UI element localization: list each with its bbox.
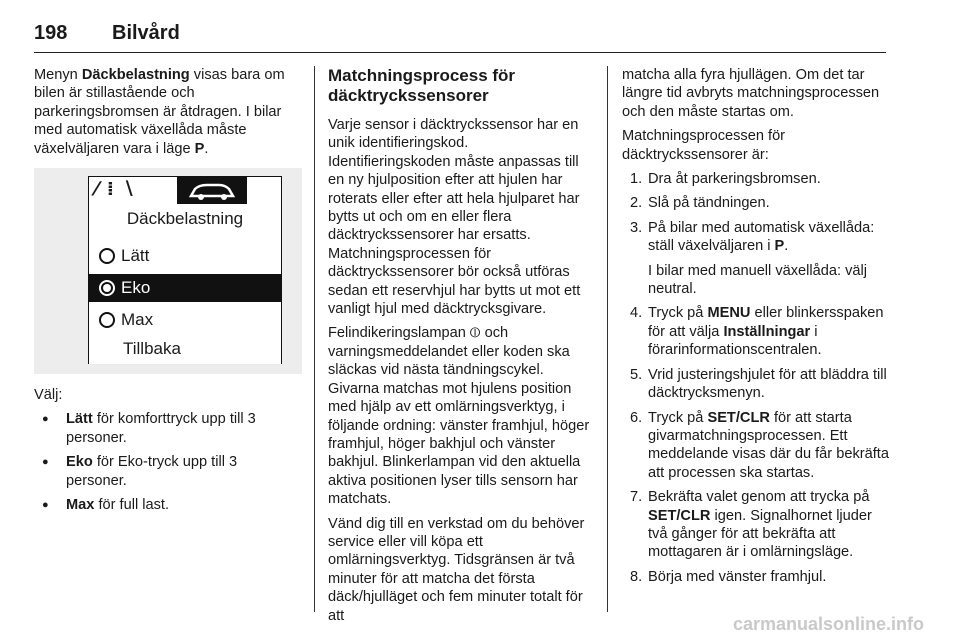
- step-text: Slå på tändningen.: [648, 195, 770, 212]
- bullet-text: för Eko-tryck upp till 3 personer.: [66, 454, 238, 489]
- step-sub-note: I bilar med manuell växellåda: välj neutral.: [648, 262, 868, 298]
- choose-label: Välj:: [34, 387, 63, 404]
- radio-icon: [99, 248, 115, 264]
- step-text: Dra åt parkeringsbromsen.: [648, 171, 821, 188]
- step-number: 5.: [630, 366, 643, 383]
- list-item: [34, 453, 302, 490]
- intro-text-b: visas bara om bilen är stillastående och parkeringsbromsen är åtdragen. I bilar med automatisk växellåda måste växelväljaren vara i läge: [34, 67, 285, 157]
- list-item: [34, 410, 302, 447]
- bullet-term: Eko: [66, 454, 93, 471]
- step-number: 2.: [630, 195, 643, 212]
- figure-option-list: [88, 234, 282, 364]
- page-header: [34, 22, 886, 52]
- tire-load-menu-figure: [34, 168, 302, 374]
- step-number: 1.: [630, 171, 643, 188]
- step-number: 7.: [630, 489, 643, 506]
- intro-gear-p: P: [194, 140, 205, 157]
- step-bold: SET/CLR: [648, 507, 711, 524]
- step-text-end: igen. Signalhornet ljuder två gånger för att bekräfta att mottagaren är i omlärningsläge.: [648, 507, 872, 561]
- option-label: Lätt: [121, 246, 150, 266]
- step-text: Börja med vänster framhjul.: [648, 568, 827, 585]
- step-bold: MENU: [707, 305, 751, 322]
- bullet-term: Lätt: [66, 411, 93, 428]
- step-text-mid: eller blinkersspaken för att välja: [648, 305, 884, 340]
- bullet-text: för komforttryck upp till 3 personer.: [66, 411, 256, 446]
- paragraph: matcha alla fyra hjullägen. Om det tar längre tid avbryts matchningsprocessen och den måste startas om.: [622, 67, 880, 120]
- option-label: Eko: [121, 278, 151, 298]
- paragraph: [328, 324, 593, 508]
- car-icon: [177, 177, 247, 205]
- option-latt[interactable]: [89, 242, 281, 270]
- list-item: [622, 568, 890, 586]
- step-text: Vrid justeringshjulet för att bläddra till däcktrycksmenyn.: [648, 366, 887, 402]
- intro-paragraph: [34, 66, 302, 158]
- step-text-end: för att starta givarmatchningsprocessen. Ett meddelande visas där du får bekräfta att processen ska startas.: [648, 409, 889, 481]
- step-text: Tryck på: [648, 409, 708, 426]
- intro-menu-name: Däckbelastning: [81, 67, 190, 83]
- list-item: [622, 219, 890, 299]
- car-tab: [177, 177, 247, 205]
- figure-menu-title: Däckbelastning: [88, 204, 282, 235]
- step-bold: P: [774, 238, 785, 255]
- option-max[interactable]: [89, 306, 281, 334]
- back-option[interactable]: Tillbaka: [123, 339, 181, 359]
- radio-selected-icon: [99, 280, 115, 296]
- list-item: [622, 304, 890, 359]
- paragraph-text-a: Felindikeringslampan: [328, 325, 470, 342]
- step-number: 4.: [630, 305, 643, 322]
- paragraph-text-b: och varningsmeddelandet eller koden ska släckas vid nästa tändningscykel. Givarna matchas mot hjulens position med hjälp av ett omlärningsverktyg, i följande ordning: vänster framhjul, höger framhjul, höger bakhjul och vänster bakhjul. Blinkerlampan vid den aktuella aktiva positionen lyser tills sensorn har matchats.: [328, 325, 590, 508]
- list-item: [622, 488, 890, 562]
- step-bold-2: Inställningar: [723, 323, 811, 340]
- column-divider-1: [314, 66, 315, 612]
- step-text: Bekräfta valet genom att trycka på: [648, 489, 870, 506]
- watermark: carmanualsonline.info: [732, 614, 924, 634]
- bullet-term: Max: [66, 497, 95, 514]
- figure-top-bar: [88, 176, 282, 206]
- load-options-list: [34, 410, 302, 514]
- step-bold: SET/CLR: [707, 409, 770, 426]
- intro-text-end: .: [204, 140, 209, 157]
- step-text-end: .: [784, 238, 789, 255]
- option-label: Max: [121, 310, 154, 330]
- chapter-title: Bilvård: [112, 22, 180, 44]
- step-text: På bilar med automatisk växellåda: ställ växelväljaren i: [648, 219, 875, 255]
- list-item: [622, 194, 890, 212]
- intro-text-a: Menyn: [34, 67, 82, 83]
- paragraph: Varje sensor i däcktryckssensor har en unik identifieringskod. Identifieringskoden måste anpassas till en ny hjulposition efter att hjulen har roterats eller efter att hela hjulparet har bytts ut och om en eller flera däcktryckssensorer har ersatts. Matchningsprocessen för däcktryckssensorer bör också utföras sedan ett reservhjul har bytts ut mot ett vanligt hjul med däcktrycksgivare.: [328, 117, 581, 318]
- step-text-end: i förarinformationscentralen.: [648, 323, 822, 359]
- step-number: 8.: [630, 568, 643, 585]
- list-item: [34, 496, 302, 514]
- procedure-steps: [622, 170, 890, 586]
- option-eko[interactable]: [89, 274, 281, 302]
- column-3: [622, 66, 890, 592]
- paragraph: Vänd dig till en verkstad om du behöver service eller vill köpa ett omlärningsverktyg. Tidsgränsen är två minuter för att matcha det första däck/hjulläget och fem minuter totalt för att: [328, 515, 585, 624]
- header-rule: [34, 52, 886, 53]
- column-divider-2: [607, 66, 608, 612]
- column-1: [34, 66, 302, 520]
- step-number: 3.: [630, 219, 643, 236]
- radio-icon: [99, 312, 115, 328]
- column-2: [328, 66, 593, 631]
- section-heading: Matchningsprocess för däcktryckssensorer: [328, 66, 516, 105]
- list-item: [622, 366, 890, 403]
- road-icons: ⁄ ⁞ ∖: [95, 178, 137, 201]
- tire-pressure-warning-icon: ⦶: [469, 325, 481, 342]
- bullet-text: för full last.: [94, 497, 170, 514]
- list-item: [622, 409, 890, 483]
- list-item: [622, 170, 890, 188]
- page-number: 198: [34, 22, 68, 44]
- paragraph: Matchningsprocessen för däcktryckssensorer är:: [622, 128, 786, 163]
- step-number: 6.: [630, 409, 643, 426]
- step-text: Tryck på: [648, 305, 708, 322]
